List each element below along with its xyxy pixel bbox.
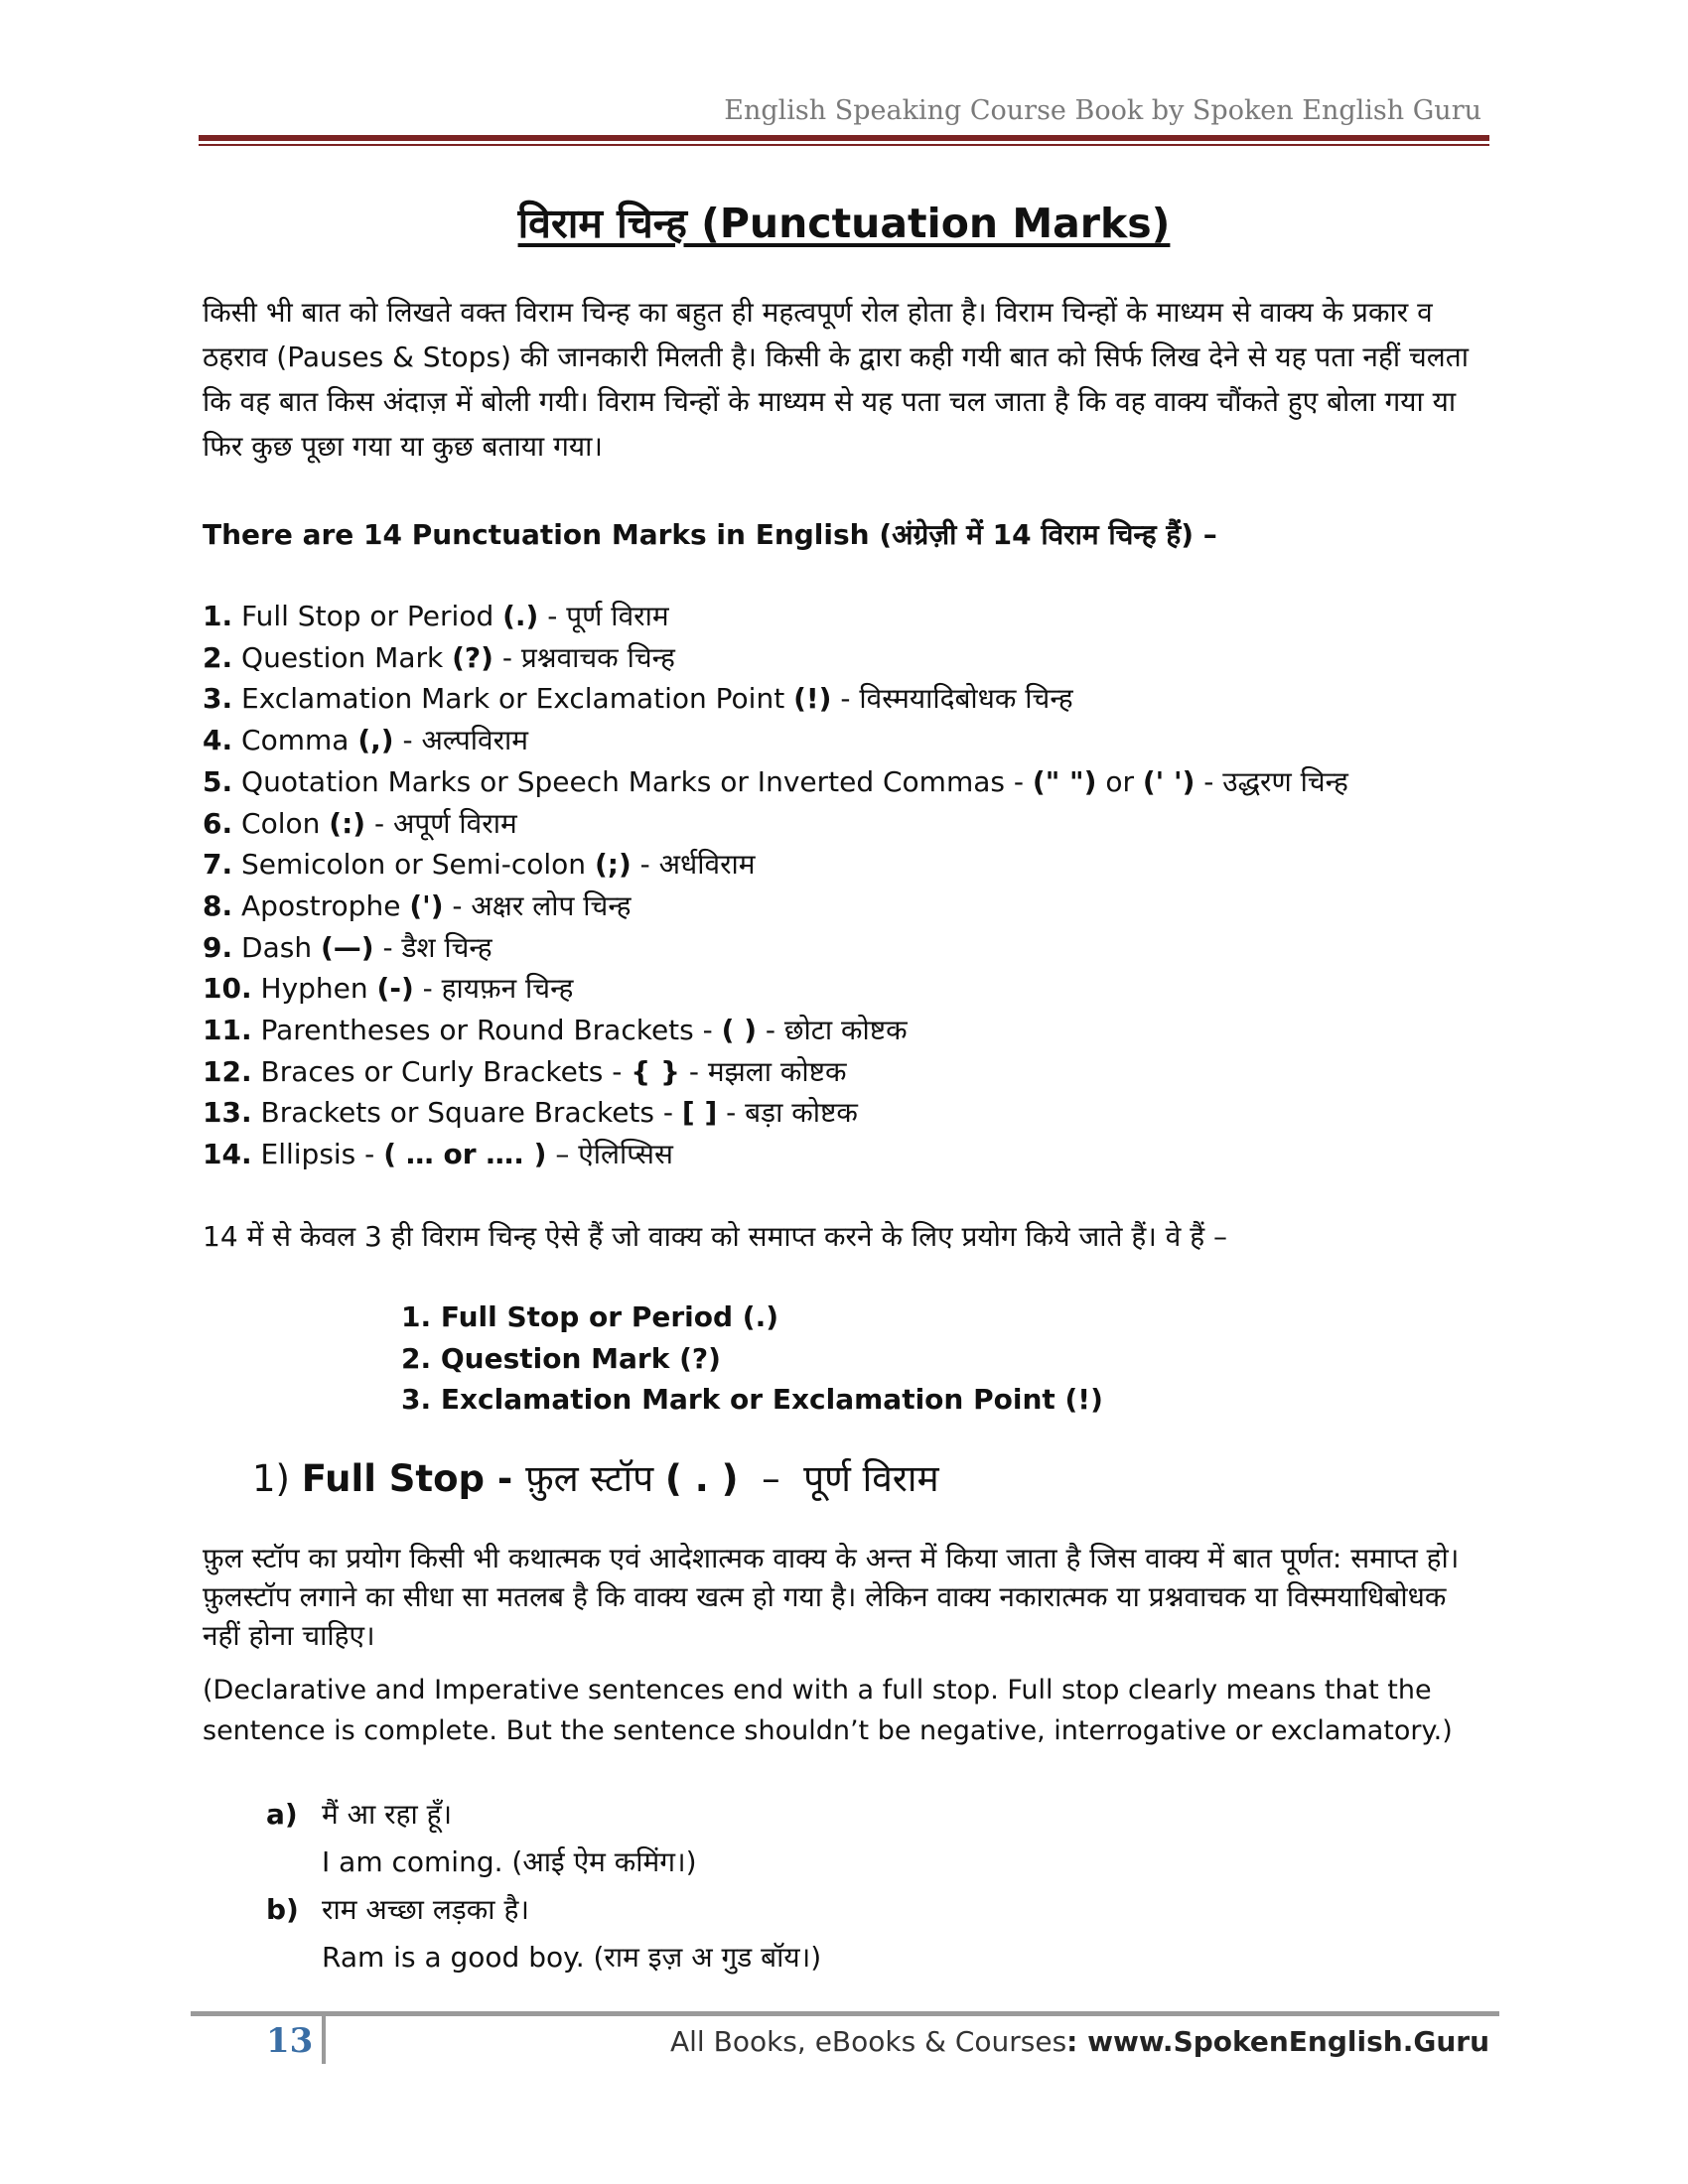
mark-hindi: - प्रश्नवाचक चिन्ह	[492, 640, 675, 674]
ending-mark-item: 1. Full Stop or Period (.)	[401, 1300, 779, 1333]
mark-symbol: (-)	[376, 972, 414, 1006]
mark-name: Comma	[241, 724, 358, 757]
punctuation-mark-item	[203, 1051, 1348, 1093]
mark-number: 11.	[203, 1014, 252, 1047]
mark-hindi: – ऐलिप्सिस	[546, 1138, 673, 1171]
mark-symbol: (,)	[357, 724, 394, 757]
ending-marks-list	[401, 1297, 1103, 1421]
mark-name: Apostrophe	[241, 888, 410, 922]
header-rule-thin	[199, 144, 1489, 146]
mark-name: Brackets or Square Brackets -	[260, 1096, 682, 1130]
mark-name: Quotation Marks or Speech Marks or Inverted Commas -	[241, 764, 1033, 798]
mark-hindi: - मझला कोष्टक	[679, 1054, 847, 1088]
mark-symbol: (')	[409, 888, 444, 922]
section-heading-bold: Full Stop -	[301, 1457, 526, 1500]
example-label: a)	[266, 1798, 298, 1831]
mark-name: Hyphen	[260, 972, 377, 1006]
section-heading-rest: – पूर्ण विराम	[738, 1457, 939, 1500]
footer-website-link[interactable]: : www.SpokenEnglish.Guru	[1066, 2025, 1489, 2058]
mark-symbol: { }	[631, 1054, 680, 1088]
mark-symbol: (:)	[329, 806, 366, 840]
mark-name: Braces or Curly Brackets -	[260, 1054, 632, 1088]
mark-number: 7.	[203, 848, 233, 882]
mark-number: 1.	[203, 600, 233, 632]
punctuation-mark-item	[203, 927, 1348, 969]
mark-name: Semicolon or Semi-colon	[241, 848, 595, 882]
mark-name: Question Mark	[241, 640, 453, 674]
ending-marks-intro: 14 में से केवल 3 ही विराम चिन्ह ऐसे हैं जो वाक्य को समाप्त करने के लिए प्रयोग किये जाते हैं। वे हैं –	[203, 1220, 1227, 1253]
mark-symbol: [ ]	[681, 1096, 718, 1130]
mark-hindi: - डैश चिन्ह	[373, 930, 492, 964]
mark-hindi: - बड़ा कोष्टक	[717, 1096, 858, 1130]
mark-hindi: or	[1096, 764, 1143, 798]
mark-hindi: - उद्धरण चिन्ह	[1195, 764, 1348, 798]
mark-number: 5.	[203, 764, 233, 798]
mark-symbol: (.)	[502, 600, 539, 632]
mark-number: 2.	[203, 640, 233, 674]
list-heading: There are 14 Punctuation Marks in English (अंग्रेज़ी में 14 विराम चिन्ह हैं) –	[203, 518, 1217, 551]
mark-name: Exclamation Mark or Exclamation Point	[241, 682, 794, 716]
mark-number: 8.	[203, 888, 233, 922]
mark-hindi: - अपूर्ण विराम	[365, 806, 517, 840]
punctuation-mark-item	[203, 761, 1348, 803]
mark-number: 6.	[203, 806, 233, 840]
example-english: Ram is a good boy. (राम इज़ अ गुड बॉय।)	[322, 1941, 822, 1974]
punctuation-marks-list	[203, 596, 1348, 1175]
section-heading-hindi: फ़ुल स्टॉप	[525, 1457, 665, 1500]
punctuation-mark-item	[203, 1092, 1348, 1134]
full-stop-hindi-paragraph: फ़ुल स्टॉप का प्रयोग किसी भी कथात्मक एवं आदेशात्मक वाक्य के अन्त में किया जाता है जिस वाक्य में बात पूर्णत: समाप्त हो। फ़ुलस्टॉप लगाने का सीधा सा मतलब है कि वाक्य खत्म हो गया है। लेकिन वाक्य नकारात्मक या प्रश्नवाचक या विस्मयाधिबोधक नहीं होना चाहिए।	[203, 1542, 1460, 1652]
intro-paragraph: किसी भी बात को लिखते वक्त विराम चिन्ह का बहुत ही महत्वपूर्ण रोल होता है। विराम चिन्हों के माध्यम से वाक्य के प्रकार व ठहराव (Pauses & Stops) की जानकारी मिलती है। किसी के द्वारा कही गयी बात को सिर्फ लिख देने से यह पता नहीं चलता कि वह बात किस अंदाज़ में बोली गयी। विराम चिन्हों के माध्यम से यह पता चल जाता है कि वह वाक्य चौंकते हुए बोला गया या फिर कुछ पूछा गया या कुछ बताया गया।	[203, 296, 1469, 463]
example-hindi: राम अच्छा लड़का है।	[322, 1893, 529, 1926]
mark-hindi: - अर्धविराम	[631, 848, 756, 882]
examples-list	[266, 1791, 821, 1981]
punctuation-mark-item	[203, 803, 1348, 845]
running-header: English Speaking Course Book by Spoken English Guru	[724, 95, 1481, 126]
mark-symbol: (!)	[793, 682, 832, 716]
mark-symbol: (?)	[452, 640, 493, 674]
mark-symbol: (;)	[594, 848, 632, 882]
mark-hindi: - हायफ़न चिन्ह	[413, 972, 574, 1006]
example-english: I am coming. (आई ऐम कमिंग।)	[322, 1845, 697, 1878]
mark-symbol: ( )	[721, 1014, 757, 1047]
punctuation-mark-item	[203, 596, 1348, 637]
punctuation-mark-item	[203, 844, 1348, 886]
header-rule-thick	[199, 135, 1489, 141]
mark-symbol: (" ")	[1032, 764, 1097, 798]
mark-number: 12.	[203, 1054, 252, 1088]
mark-number: 14.	[203, 1138, 252, 1171]
full-stop-english-paragraph: (Declarative and Imperative sentences end with a full stop. Full stop clearly means that the sentence is complete. But the sentence shouldn’t be negative, interrogative or exclamatory.)	[203, 1675, 1453, 1746]
mark-number: 10.	[203, 972, 252, 1006]
punctuation-mark-item	[203, 720, 1348, 761]
mark-hindi: - पूर्ण विराम	[538, 600, 669, 632]
mark-hindi: - अल्पविराम	[393, 724, 529, 757]
example-item	[266, 1886, 821, 1981]
mark-number: 4.	[203, 724, 233, 757]
full-stop-heading	[252, 1451, 939, 1502]
punctuation-mark-item	[203, 968, 1348, 1010]
mark-hindi: - अक्षर लोप चिन्ह	[443, 888, 632, 922]
section-number: 1)	[252, 1457, 290, 1500]
example-label: b)	[266, 1893, 299, 1926]
mark-symbol: ( … or …. )	[383, 1138, 547, 1171]
mark-name: Parentheses or Round Brackets -	[260, 1014, 722, 1047]
punctuation-mark-item	[203, 678, 1348, 720]
mark-number: 9.	[203, 930, 233, 964]
mark-name: Colon	[241, 806, 330, 840]
mark-name: Dash	[241, 930, 321, 964]
ending-mark-item: 2. Question Mark (?)	[401, 1341, 721, 1375]
mark-number: 13.	[203, 1096, 252, 1130]
punctuation-mark-item	[203, 1134, 1348, 1175]
mark-hindi: - विस्मयादिबोधक चिन्ह	[831, 682, 1073, 716]
mark-symbol: (' ')	[1142, 764, 1196, 798]
section-heading-symbol: ( . )	[664, 1457, 739, 1500]
mark-number: 3.	[203, 682, 233, 716]
page-number: 13	[266, 2021, 314, 2061]
page-title: विराम चिन्ह (Punctuation Marks)	[517, 200, 1171, 247]
punctuation-mark-item	[203, 637, 1348, 679]
footer-separator	[322, 2016, 326, 2064]
ending-mark-item: 3. Exclamation Mark or Exclamation Point (!)	[401, 1383, 1103, 1417]
footer-rule	[191, 2011, 1499, 2016]
mark-name: Ellipsis -	[260, 1138, 384, 1171]
footer-text	[670, 2025, 1489, 2058]
mark-symbol: (—)	[320, 930, 374, 964]
punctuation-mark-item	[203, 886, 1348, 927]
mark-hindi: - छोटा कोष्टक	[757, 1014, 908, 1047]
example-item	[266, 1791, 821, 1886]
mark-name: Full Stop or Period	[241, 600, 503, 632]
footer-text-prefix: All Books, eBooks & Courses	[670, 2025, 1067, 2058]
example-hindi: मैं आ रहा हूँ।	[322, 1798, 453, 1831]
punctuation-mark-item	[203, 1010, 1348, 1051]
